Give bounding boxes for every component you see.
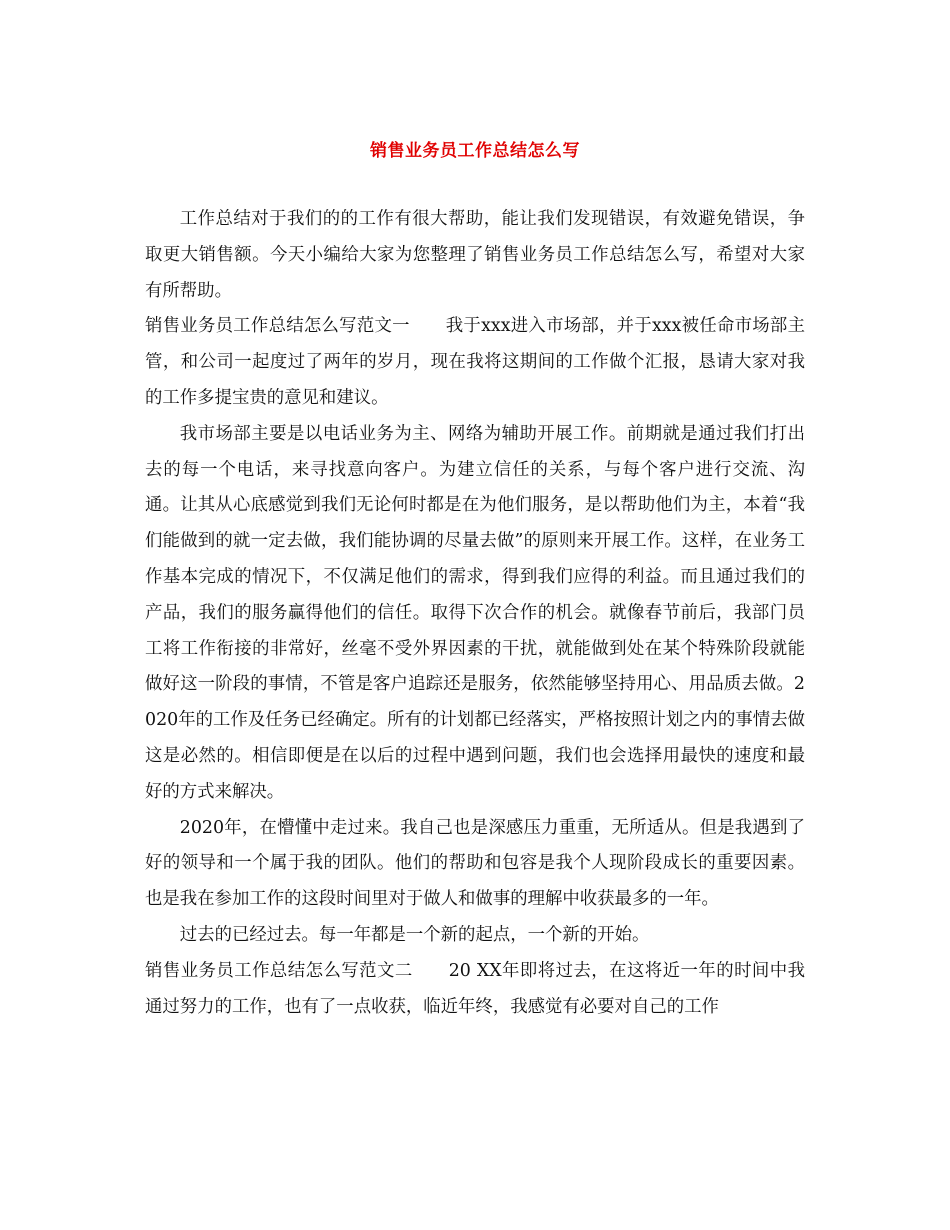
section-one-heading: 销售业务员工作总结怎么写范文一 [145,316,410,337]
document-body [145,202,805,1025]
body-paragraph-past: 过去的已经过去。每一年都是一个新的起点，一个新的开始。 [179,924,650,945]
section-two-lead: 20 XX年即将过去，在这将近一年的时间中我通过努力的工作，也有了一点收获，临近年终，我感觉有必要对自己的工作 [145,960,805,1017]
body-paragraph-market: 我市场部主要是以电话业务为主、网络为辅助开展工作。前期就是通过我们打出去的每一个电话，来寻找意向客户。为建立信任的关系，与每个客户进行交流、沟通。让其从心底感觉到我们无论何时都是在为他们服务，是以帮助他们为主，本着“我们能做到的就一定去做，我们能协调的尽量去做”的原则来开展工作。这样，在业务工作基本完成的情况下，不仅满足他们的需求，得到我们应得的利益。而且通过我们的产品，我们的服务赢得他们的信任。取得下次合作的机会。就像春节前后，我部门员工将工作衔接的非常好，丝毫不受外界因素的干扰，就能做到处在某个特殊阶段就能做好这一阶段的事情，不管是客户追踪还是服务，依然能够坚持用心、用品质去做。2020年的工作及任务已经确定。所有的计划都已经落实，严格按照计划之内的事情去做这是必然的。相信即便是在以后的过程中遇到问题，我们也会选择用最快的速度和最好的方式来解决。 [145,423,805,802]
intro-paragraph: 工作总结对于我们的的工作有很大帮助，能让我们发现错误，有效避免错误，争取更大销售额。今天小编给大家为您整理了销售业务员工作总结怎么写，希望对大家有所帮助。 [145,209,805,301]
body-paragraph-2020: 2020年，在懵懂中走过来。我自己也是深感压力重重，无所适从。但是我遇到了好的领导和一个属于我的团队。他们的帮助和包容是我个人现阶段成长的重要因素。也是我在参加工作的这段时间里对于做人和做事的理解中收获最多的一年。 [145,817,805,910]
section-two-heading: 销售业务员工作总结怎么写范文二 [145,960,413,981]
section-one-paragraph [145,309,805,416]
document-title: 销售业务员工作总结怎么写 [370,141,580,161]
section-two-paragraph [145,954,805,1026]
section-one-lead: 我于xxx进入市场部，并于xxx被任命市场部主管，和公司一起度过了两年的岁月，现在我将这期间的工作做个汇报，恳请大家对我的工作多提宝贵的意见和建议。 [145,316,805,408]
